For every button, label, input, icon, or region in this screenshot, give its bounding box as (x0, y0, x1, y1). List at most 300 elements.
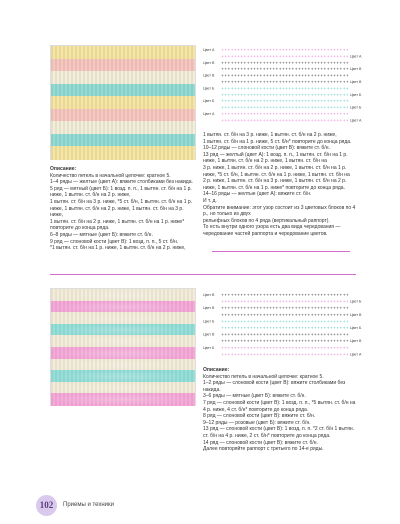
chart-stitch: + (253, 80, 257, 84)
chart-stitch: + (288, 312, 292, 317)
chart-stitch: + (317, 92, 321, 97)
chart-stitch: + (285, 345, 289, 350)
chart-stitch: + (233, 86, 237, 91)
pattern1-chart-svg (203, 45, 362, 125)
chart-stitch: + (275, 48, 279, 52)
chart-stitch: + (333, 92, 337, 97)
chart-stitch: + (345, 312, 349, 317)
chart-stitch: + (275, 319, 279, 324)
chart-stitch: + (288, 86, 292, 91)
chart-stitch: + (333, 73, 337, 78)
chart-stitch: + (326, 105, 330, 110)
chart-stitch: + (345, 306, 349, 311)
chart-stitch: + (345, 67, 349, 72)
chart-stitch: + (336, 332, 340, 337)
chart-stitch: + (323, 80, 327, 84)
chart-stitch: + (345, 326, 349, 330)
chart-stitch: + (275, 306, 279, 311)
chart-stitch: + (326, 92, 330, 97)
chart-stitch: + (294, 326, 298, 330)
chart-stitch: + (278, 80, 282, 84)
chart-stitch: + (243, 92, 247, 97)
chart-stitch: + (233, 67, 237, 72)
chart-stitch: + (326, 306, 330, 311)
chart-stitch: + (288, 326, 292, 330)
chart-stitch: + (237, 80, 241, 84)
chart-stitch: + (307, 352, 311, 357)
chart-stitch: + (345, 48, 349, 52)
chart-stitch: + (336, 73, 340, 78)
chart-stitch: + (317, 99, 321, 104)
chart-stitch: + (272, 332, 276, 337)
chart-stitch: + (272, 54, 276, 59)
chart-stitch: + (301, 86, 305, 91)
chart-stitch: + (227, 99, 231, 104)
chart-stitch: + (304, 112, 308, 116)
chart-stitch: + (288, 73, 292, 78)
chart-stitch: + (285, 86, 289, 91)
chart-stitch: + (285, 339, 289, 344)
chart-stitch: + (342, 60, 346, 65)
chart-stitch: + (317, 112, 321, 116)
chart-stitch: + (272, 86, 276, 91)
chart-row-label: Цвет Б (350, 326, 362, 330)
chart-stitch: + (230, 118, 234, 123)
chart-stitch: + (323, 332, 327, 337)
chart-stitch: + (307, 293, 311, 297)
chart-stitch: + (221, 306, 225, 311)
chart-stitch: + (304, 48, 308, 52)
chart-stitch: + (278, 352, 282, 357)
chart-stitch: + (221, 345, 225, 350)
chart-stitch: + (278, 67, 282, 72)
chart-stitch: + (317, 352, 321, 357)
chart-stitch: + (224, 293, 228, 297)
chart-stitch: + (342, 86, 346, 91)
chart-stitch: + (345, 293, 349, 297)
chart-stitch: + (237, 118, 241, 123)
chart-stitch: + (326, 112, 330, 116)
chart-stitch: + (310, 105, 314, 110)
chart-stitch: + (246, 73, 250, 78)
page-footer (36, 494, 114, 516)
chart-stitch: + (326, 339, 330, 344)
chart-stitch: + (240, 67, 244, 72)
chart-stitch: + (313, 299, 317, 304)
chart-stitch: + (329, 326, 333, 330)
chart-stitch: + (278, 312, 282, 317)
chart-stitch: + (339, 80, 343, 84)
chart-stitch: + (336, 80, 340, 84)
chart-stitch: + (227, 80, 231, 84)
chart-stitch: + (275, 99, 279, 104)
chart-stitch: + (310, 339, 314, 344)
chart-stitch: + (243, 306, 247, 311)
chart-stitch: + (288, 67, 292, 72)
chart-stitch: + (310, 80, 314, 84)
chart-stitch: + (224, 352, 228, 357)
pattern1-description-title: Описание: (50, 166, 77, 172)
pattern1-cont_lines-line: 1 вытян. ст. б/н на 1 р. ниже, 5 ст. б/н* повторите до конца ряда. (203, 138, 352, 145)
chart-stitch: + (294, 306, 298, 311)
chart-stitch: + (259, 319, 263, 324)
chart-stitch: + (333, 332, 337, 337)
chart-stitch: + (243, 73, 247, 78)
chart-stitch: + (249, 54, 253, 59)
chart-stitch: + (320, 99, 324, 104)
chart-stitch: + (265, 86, 269, 91)
chart-stitch: + (230, 48, 234, 52)
chart-stitch: + (265, 54, 269, 59)
chart-stitch: + (265, 352, 269, 357)
chart-row-label: Цвет А (350, 118, 362, 123)
chart-stitch: + (291, 306, 295, 311)
chart-stitch: + (342, 319, 346, 324)
chart-stitch: + (269, 352, 273, 357)
chart-stitch: + (329, 319, 333, 324)
chart-stitch: + (339, 352, 343, 357)
chart-stitch: + (272, 339, 276, 344)
chart-stitch: + (342, 118, 346, 123)
chart-stitch: + (320, 339, 324, 344)
chart-stitch: + (294, 86, 298, 91)
chart-stitch: + (221, 73, 225, 78)
chart-stitch: + (326, 299, 330, 304)
chart-stitch: + (307, 48, 311, 52)
chart-stitch: + (221, 326, 225, 330)
chart-stitch: + (339, 60, 343, 65)
chart-stitch: + (307, 67, 311, 72)
chart-stitch: + (294, 332, 298, 337)
chart-stitch: + (262, 293, 266, 297)
chart-stitch: + (323, 112, 327, 116)
chart-stitch: + (323, 105, 327, 110)
chart-stitch: + (265, 48, 269, 52)
chart-stitch: + (227, 306, 231, 311)
chart-stitch: + (233, 48, 237, 52)
chart-stitch: + (345, 86, 349, 91)
footer-title: Приемы и техники (63, 502, 114, 508)
chart-stitch: + (262, 352, 266, 357)
chart-stitch: + (249, 67, 253, 72)
pattern1-desc_lines-line: 6–8 ряды — мятные (цвет Б): вяжите ст. б/н. (50, 231, 153, 238)
chart-stitch: + (291, 332, 295, 337)
chart-stitch: + (272, 48, 276, 52)
chart-stitch: + (224, 326, 228, 330)
chart-stitch: + (301, 99, 305, 104)
chart-stitch: + (285, 299, 289, 304)
pattern1-desc_lines-line: 1–4 ряды — желтые (цвет А): вяжите столбиками без накида. (50, 179, 193, 186)
chart-stitch: + (281, 312, 285, 317)
chart-stitch: + (249, 48, 253, 52)
chart-stitch: + (262, 112, 266, 116)
chart-stitch: + (320, 118, 324, 123)
chart-stitch: + (269, 67, 273, 72)
chart-stitch: + (227, 293, 231, 297)
chart-stitch: + (265, 112, 269, 116)
chart-stitch: + (243, 319, 247, 324)
chart-stitch: + (339, 306, 343, 311)
pattern2-desc_lines-line: 8 ряд — слоновой кости (цвет В): вяжите ст. б/н. (203, 413, 316, 420)
chart-stitch: + (281, 345, 285, 350)
chart-row-label: Цвет Б (203, 86, 215, 91)
chart-stitch: + (297, 112, 301, 116)
chart-stitch: + (243, 332, 247, 337)
chart-stitch: + (237, 306, 241, 311)
chart-stitch: + (249, 112, 253, 116)
chart-stitch: + (265, 319, 269, 324)
chart-stitch: + (224, 319, 228, 324)
chart-stitch: + (310, 73, 314, 78)
chart-stitch: + (297, 80, 301, 84)
chart-stitch: + (246, 48, 250, 52)
chart-stitch: + (336, 86, 340, 91)
knit-stripe (51, 121, 195, 135)
chart-stitch: + (310, 299, 314, 304)
chart-stitch: + (272, 67, 276, 72)
chart-stitch: + (291, 92, 295, 97)
chart-stitch: + (278, 86, 282, 91)
chart-stitch: + (230, 332, 234, 337)
chart-stitch: + (230, 67, 234, 72)
chart-stitch: + (317, 299, 321, 304)
chart-stitch: + (227, 112, 231, 116)
chart-row-label: Цвет Б (203, 99, 215, 104)
chart-stitch: + (339, 86, 343, 91)
chart-stitch: + (278, 345, 282, 350)
chart-stitch: + (320, 332, 324, 337)
chart-stitch: + (291, 352, 295, 357)
chart-row-label: Цвет В (203, 293, 215, 297)
chart-stitch: + (262, 118, 266, 123)
chart-stitch: + (288, 352, 292, 357)
chart-stitch: + (307, 306, 311, 311)
chart-stitch: + (333, 67, 337, 72)
chart-stitch: + (307, 105, 311, 110)
chart-stitch: + (313, 326, 317, 330)
chart-stitch: + (227, 60, 231, 65)
chart-stitch: + (224, 60, 228, 65)
chart-stitch: + (265, 332, 269, 337)
chart-stitch: + (307, 92, 311, 97)
chart-stitch: + (326, 118, 330, 123)
chart-stitch: + (297, 92, 301, 97)
chart-stitch: + (262, 306, 266, 311)
chart-stitch: + (326, 293, 330, 297)
chart-stitch: + (310, 332, 314, 337)
chart-stitch: + (253, 54, 257, 59)
chart-stitch: + (285, 352, 289, 357)
chart-stitch: + (288, 80, 292, 84)
chart-stitch: + (269, 339, 273, 344)
pattern1-desc_lines-line: Количество петель в начальной цепочке: кратное 5. (50, 172, 171, 179)
chart-stitch: + (253, 326, 257, 330)
chart-stitch: + (288, 105, 292, 110)
chart-stitch: + (246, 118, 250, 123)
chart-stitch: + (333, 339, 337, 344)
chart-stitch: + (243, 105, 247, 110)
chart-stitch: + (253, 48, 257, 52)
chart-stitch: + (269, 326, 273, 330)
chart-stitch: + (227, 92, 231, 97)
knit-stripe (51, 96, 195, 110)
chart-stitch: + (304, 60, 308, 65)
chart-stitch: + (281, 60, 285, 65)
chart-stitch: + (313, 293, 317, 297)
chart-stitch: + (269, 60, 273, 65)
pattern2-desc_lines-line: 13 ряд — слоновой кости (цвет В): 1 возд. п. п. *2 ст. б/н 1 вытян. ст. б/н на 4 р. ниже, 2 ст. б/н* повторите до конца ряда. (203, 426, 355, 439)
chart-stitch: + (281, 112, 285, 116)
chart-stitch: + (243, 118, 247, 123)
chart-stitch: + (240, 352, 244, 357)
pattern1-cont_lines-line: 3 р. ниже, 1 вытян. ст. б/н на 2 р. ниже, 1 вытян. ст. б/н на 1 р. ниже, *5 ст. б/н, 1 вытян. ст. б/н на 1 р. ниже, 1 вытян. ст. б/н на (203, 164, 350, 178)
chart-stitch: + (262, 312, 266, 317)
chart-stitch: + (237, 352, 241, 357)
chart-stitch: + (313, 332, 317, 337)
chart-stitch: + (221, 352, 225, 357)
chart-stitch: + (313, 48, 317, 52)
chart-stitch: + (301, 105, 305, 110)
chart-stitch: + (301, 339, 305, 344)
chart-stitch: + (326, 345, 330, 350)
chart-stitch: + (304, 92, 308, 97)
chart-stitch: + (278, 105, 282, 110)
chart-stitch: + (275, 332, 279, 337)
chart-stitch: + (275, 352, 279, 357)
chart-stitch: + (294, 293, 298, 297)
pattern2-desc_lines-line: 9–12 ряды — розовые (цвет Б): вяжите ст. б/н. (203, 419, 311, 426)
chart-stitch: + (320, 60, 324, 65)
chart-stitch: + (320, 352, 324, 357)
chart-stitch: + (224, 339, 228, 344)
chart-stitch: + (304, 312, 308, 317)
chart-stitch: + (272, 345, 276, 350)
chart-stitch: + (294, 54, 298, 59)
chart-stitch: + (240, 54, 244, 59)
chart-stitch: + (275, 326, 279, 330)
chart-stitch: + (294, 105, 298, 110)
chart-stitch: + (253, 99, 257, 104)
chart-stitch: + (243, 86, 247, 91)
pattern1-photo (50, 45, 196, 160)
chart-stitch: + (233, 105, 237, 110)
chart-stitch: + (342, 326, 346, 330)
chart-stitch: + (221, 54, 225, 59)
chart-stitch: + (297, 118, 301, 123)
chart-stitch: + (230, 345, 234, 350)
chart-stitch: + (304, 73, 308, 78)
chart-stitch: + (224, 112, 228, 116)
chart-stitch: + (259, 60, 263, 65)
chart-stitch: + (256, 332, 260, 337)
chart-stitch: + (249, 352, 253, 357)
chart-stitch: + (294, 312, 298, 317)
chart-stitch: + (233, 332, 237, 337)
chart-stitch: + (224, 105, 228, 110)
chart-stitch: + (288, 48, 292, 52)
chart-stitch: + (249, 99, 253, 104)
chart-stitch: + (285, 105, 289, 110)
chart-stitch: + (281, 293, 285, 297)
chart-stitch: + (275, 105, 279, 110)
pattern1-description (50, 166, 196, 252)
chart-row-label: Цвет А (203, 112, 215, 116)
chart-stitch: + (288, 92, 292, 97)
chart-stitch: + (320, 48, 324, 52)
chart-stitch: + (329, 54, 333, 59)
chart-stitch: + (320, 112, 324, 116)
chart-stitch: + (317, 345, 321, 350)
chart-stitch: + (288, 319, 292, 324)
chart-stitch: + (230, 60, 234, 65)
chart-stitch: + (233, 326, 237, 330)
chart-stitch: + (333, 86, 337, 91)
chart-stitch: + (221, 99, 225, 104)
chart-stitch: + (230, 54, 234, 59)
chart-stitch: + (259, 105, 263, 110)
chart-stitch: + (275, 73, 279, 78)
chart-stitch: + (304, 345, 308, 350)
chart-stitch: + (291, 80, 295, 84)
chart-stitch: + (240, 60, 244, 65)
chart-stitch: + (317, 293, 321, 297)
chart-stitch: + (262, 80, 266, 84)
chart-stitch: + (342, 54, 346, 59)
pattern2-photo (50, 288, 196, 406)
chart-stitch: + (233, 60, 237, 65)
knit-stripe (51, 84, 195, 98)
chart-stitch: + (281, 48, 285, 52)
chart-stitch: + (294, 118, 298, 123)
pattern1-cont-body (203, 132, 356, 238)
pattern2-desc_lines-line: 1–2 ряды — слоновой кости (цвет В): вяжите столбиками без накида. (203, 380, 346, 393)
chart-stitch: + (259, 293, 263, 297)
chart-stitch: + (294, 60, 298, 65)
chart-stitch: + (281, 352, 285, 357)
chart-stitch: + (285, 293, 289, 297)
chart-stitch: + (297, 48, 301, 52)
chart-stitch: + (345, 80, 349, 84)
chart-stitch: + (297, 67, 301, 72)
chart-stitch: + (291, 118, 295, 123)
chart-stitch: + (294, 92, 298, 97)
pattern1-cont_lines-line: рельефных блоков по 4 ряда (вертикальный раппорт). (203, 217, 330, 224)
chart-stitch: + (304, 67, 308, 72)
chart-stitch: + (262, 339, 266, 344)
chart-stitch: + (333, 312, 337, 317)
chart-stitch: + (310, 312, 314, 317)
chart-stitch: + (297, 332, 301, 337)
chart-stitch: + (342, 293, 346, 297)
chart-stitch: + (233, 345, 237, 350)
chart-stitch: + (281, 339, 285, 344)
chart-stitch: + (304, 339, 308, 344)
chart-stitch: + (249, 73, 253, 78)
chart-stitch: + (259, 118, 263, 123)
knit-stripe (51, 109, 195, 123)
chart-stitch: + (227, 339, 231, 344)
chart-stitch: + (297, 326, 301, 330)
chart-stitch: + (339, 54, 343, 59)
chart-stitch: + (243, 67, 247, 72)
chart-stitch: + (345, 118, 349, 123)
chart-stitch: + (230, 92, 234, 97)
chart-stitch: + (224, 92, 228, 97)
chart-stitch: + (326, 99, 330, 104)
chart-stitch: + (227, 67, 231, 72)
chart-stitch: + (345, 54, 349, 59)
chart-stitch: + (285, 332, 289, 337)
